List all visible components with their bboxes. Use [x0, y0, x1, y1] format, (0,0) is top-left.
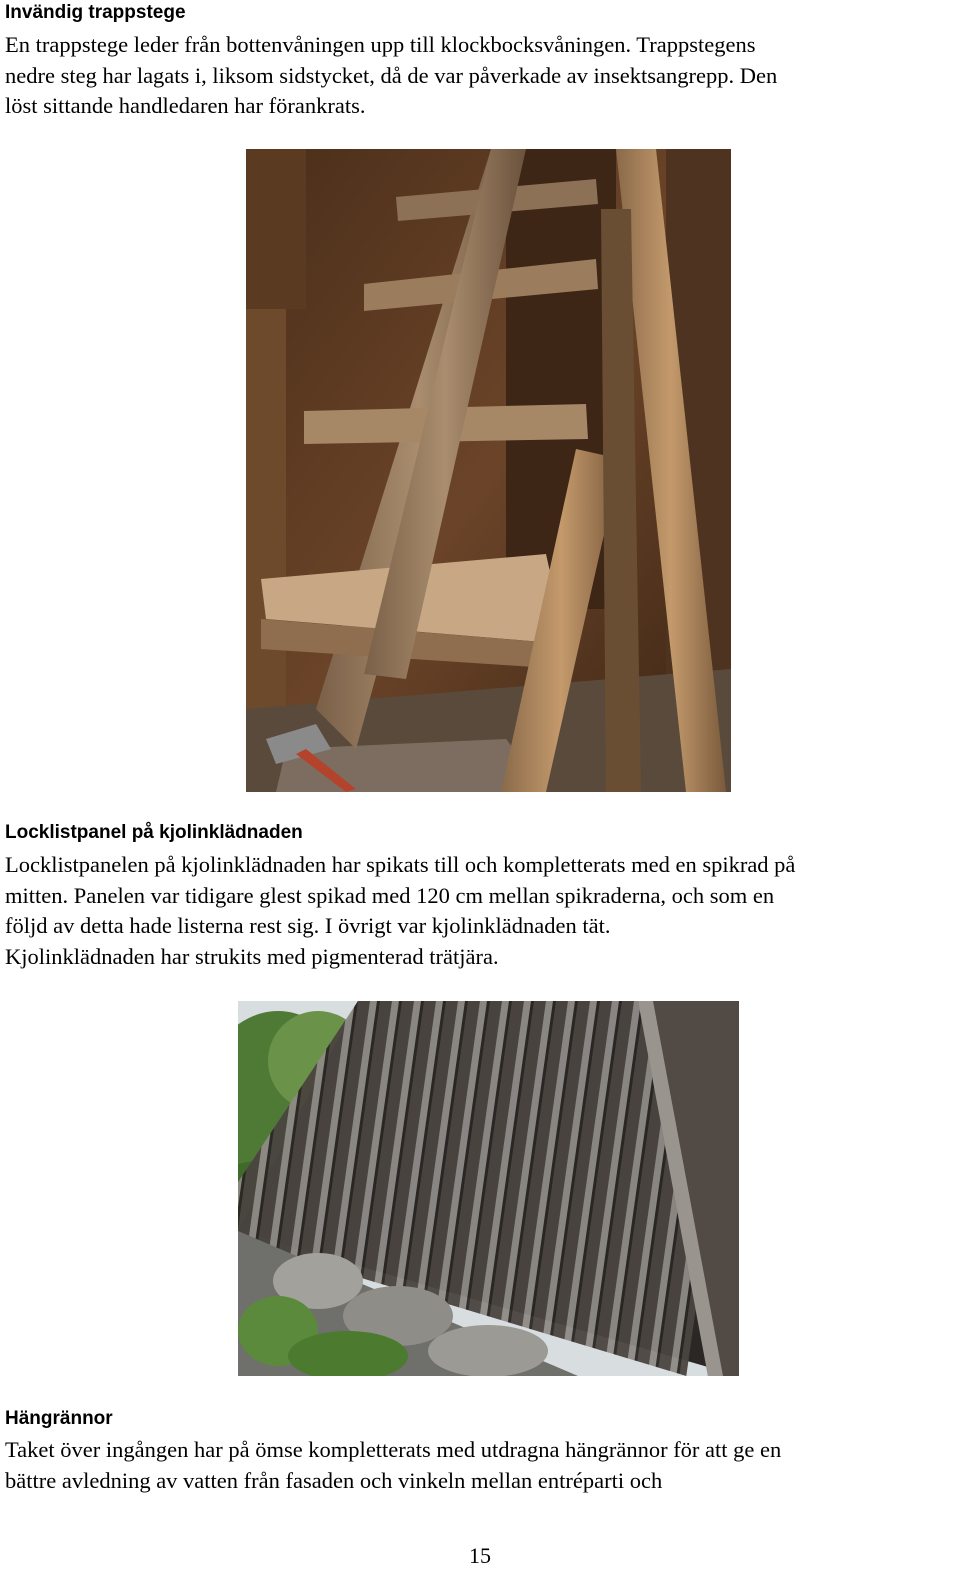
- body-line: Taket över ingången har på ömse kompletterats med utdragna hängrännor för att ge en: [5, 1437, 782, 1462]
- body-line: Locklistpanelen på kjolinklädnaden har spikats till och kompletterats med en spikrad på: [5, 852, 796, 877]
- section-heading-gutters: Hängrännor: [5, 1408, 113, 1429]
- section-body-stairs: [5, 30, 960, 122]
- body-line: löst sittande handledaren har förankrats.: [5, 93, 366, 118]
- body-line: mitten. Panelen var tidigare glest spikad med 120 cm mellan spikraderna, och som en: [5, 882, 775, 908]
- body-line: bättre avledning av vatten från fasaden och vinkeln mellan entréparti och: [5, 1467, 663, 1493]
- photo-tarred-panel-skirt: [238, 1001, 739, 1376]
- section-heading-panel: Locklistpanel på kjolinklädnaden: [5, 822, 303, 843]
- section-body-gutters: [5, 1435, 960, 1496]
- body-line: Kjolinklädnaden har strukits med pigmenterad trätjära.: [5, 943, 499, 969]
- section-body-panel: [5, 850, 960, 972]
- body-line: nedre steg har lagats i, liksom sidstycket, då de var påverkade av insektsangrepp. Den: [5, 62, 778, 88]
- page-number: 15: [469, 1543, 491, 1568]
- photo-wooden-ladder: [246, 149, 731, 792]
- section-heading-stairs: Invändig trappstege: [5, 2, 186, 23]
- body-line: följd av detta hade listerna rest sig. I övrigt var kjolinklädnaden tät.: [5, 913, 611, 938]
- body-line: En trappstege leder från bottenvåningen upp till klockbocksvåningen. Trappstegens: [5, 32, 756, 57]
